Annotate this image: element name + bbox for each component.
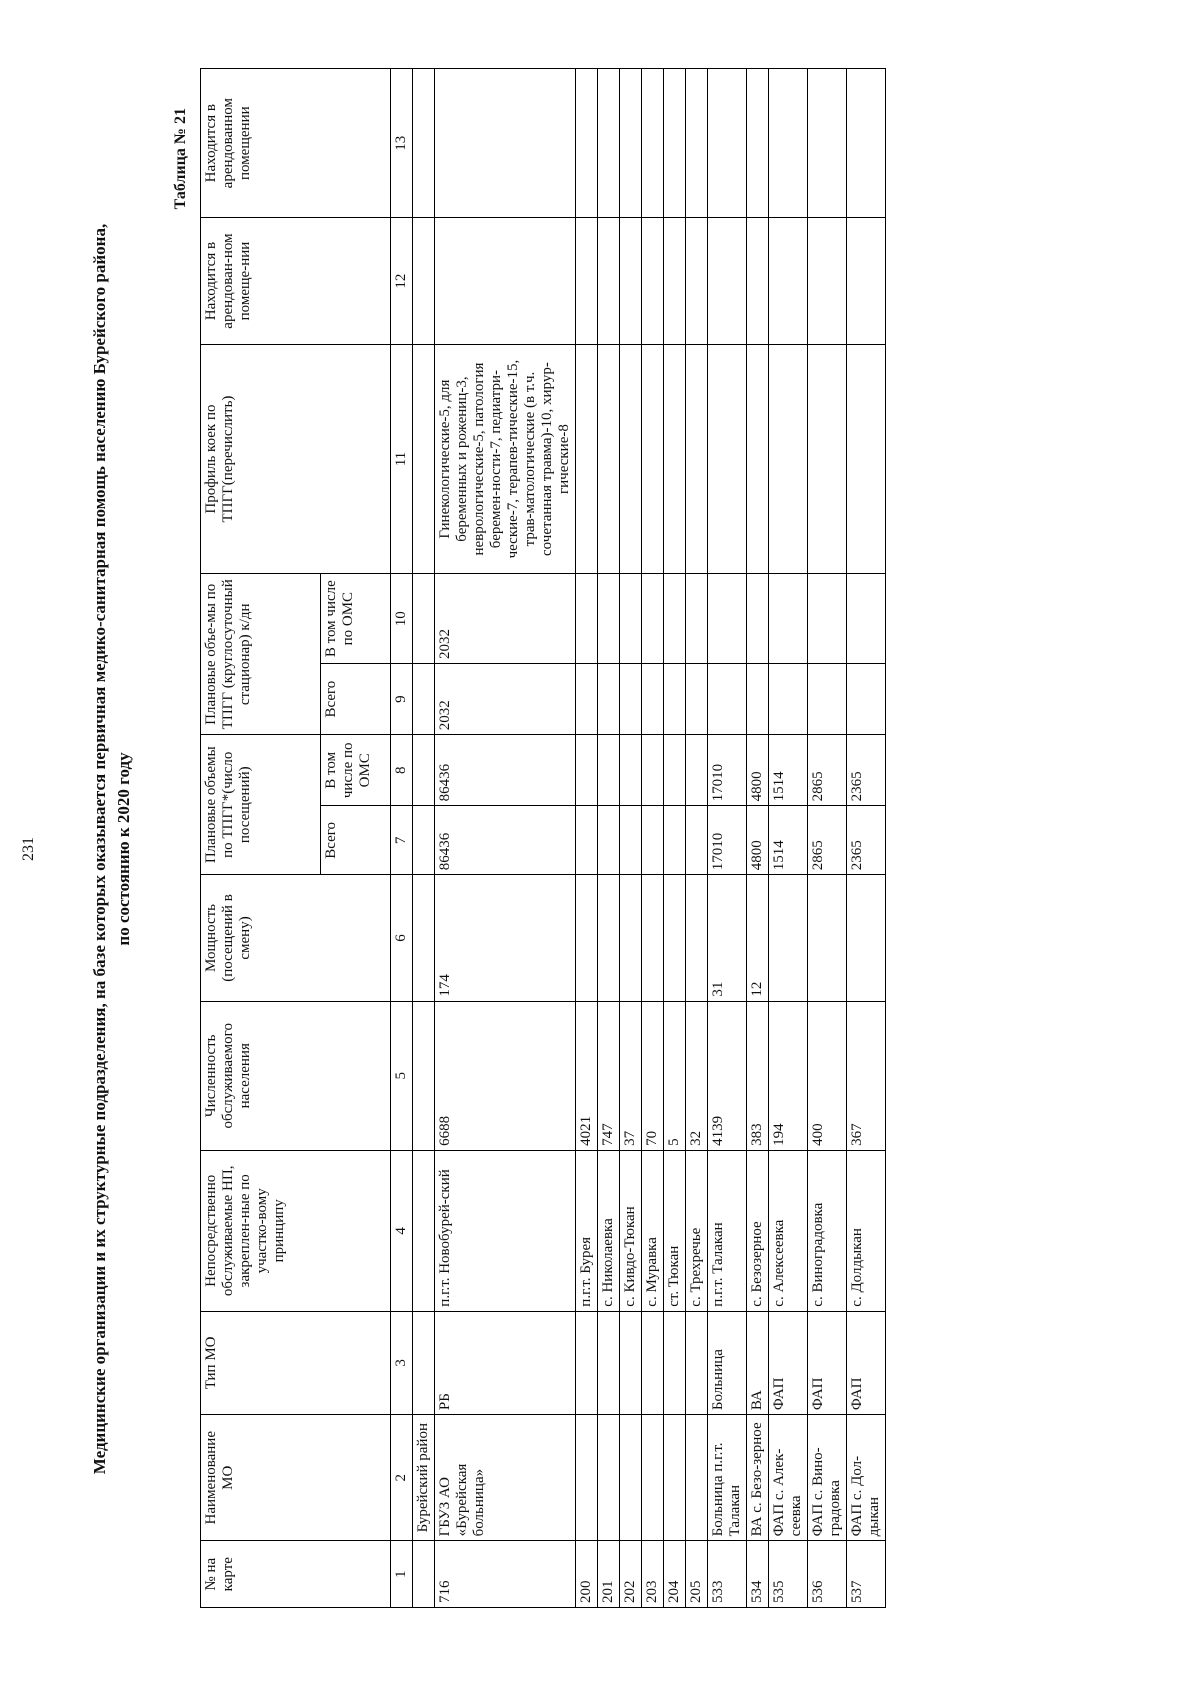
cell-v_all xyxy=(598,806,620,875)
header-cell: В том числе по ОМС xyxy=(321,735,391,806)
cell-rent1 xyxy=(620,218,642,344)
cell-pop: 747 xyxy=(598,1001,620,1150)
cell-rent2 xyxy=(686,69,708,218)
cell-s_all xyxy=(576,663,598,734)
cell-v_all xyxy=(576,806,598,875)
page-number: 231 xyxy=(20,837,37,861)
cell-rent1 xyxy=(769,218,808,344)
column-number-cell: 10 xyxy=(391,574,413,664)
cell-s_all xyxy=(598,663,620,734)
cell-rent1 xyxy=(598,218,620,344)
district-name: Бурейский район xyxy=(413,1415,435,1541)
header-cell: Численность обслуживаемого населения xyxy=(201,1001,391,1150)
cell-pop: 367 xyxy=(847,1001,886,1150)
cell-cap: 174 xyxy=(435,875,576,1001)
cell-profile xyxy=(598,344,620,574)
cell-name: ФАП с. Вино-градовка xyxy=(808,1415,847,1541)
cell-np: п.г.т. Новобурей-ский xyxy=(435,1150,576,1311)
cell-s_all xyxy=(686,663,708,734)
cell-np: с. Виноградовка xyxy=(808,1150,847,1311)
cell-s_all: 2032 xyxy=(435,663,576,734)
cell-v_all xyxy=(686,806,708,875)
cell-rent1 xyxy=(747,218,769,344)
header-cell: Плановые объемы по ТПГГ*(число посещений) xyxy=(201,735,321,875)
table-number: Таблица № 21 xyxy=(172,108,189,210)
cell-n: 536 xyxy=(808,1541,847,1608)
table-row xyxy=(642,69,664,1608)
cell-s_oms xyxy=(576,574,598,664)
header-cell: Находится в арендованном помещении xyxy=(201,69,391,218)
cell-np: с. Безозерное xyxy=(747,1150,769,1311)
table-row xyxy=(598,69,620,1608)
cell-s_oms xyxy=(620,574,642,664)
header-cell: Находится в арендован-ном помеще-нии xyxy=(201,218,391,344)
cell-profile xyxy=(847,344,886,574)
title-line-1: Медицинские организации и их структурные подразделения, на базе которых оказывается первичная медико-санитарная помощь населению Бурейского района, xyxy=(90,223,109,1475)
cell-name: Больница п.г.т. Талакан xyxy=(708,1415,747,1541)
cell-np: с. Алексеевка xyxy=(769,1150,808,1311)
header-cell: Всего xyxy=(321,806,391,875)
cell-v_oms: 1514 xyxy=(769,735,808,806)
cell-n: 533 xyxy=(708,1541,747,1608)
cell-s_oms xyxy=(598,574,620,664)
district-row xyxy=(413,69,435,1608)
table-row xyxy=(847,69,886,1608)
cell-name xyxy=(664,1415,686,1541)
cell-name: ФАП с. Алек-сеевка xyxy=(769,1415,808,1541)
cell-s_all xyxy=(808,663,847,734)
cell-cap xyxy=(598,875,620,1001)
cell-rent2 xyxy=(847,69,886,218)
table-row xyxy=(708,69,747,1608)
column-number-cell: 6 xyxy=(391,875,413,1001)
cell-profile xyxy=(642,344,664,574)
cell-s_oms xyxy=(808,574,847,664)
cell-rent2 xyxy=(769,69,808,218)
column-number-row xyxy=(391,69,413,1608)
cell-cap xyxy=(620,875,642,1001)
cell-n: 201 xyxy=(598,1541,620,1608)
cell-name: ВА с. Безо-зерное xyxy=(747,1415,769,1541)
cell-v_oms xyxy=(686,735,708,806)
column-number-cell: 13 xyxy=(391,69,413,218)
cell-type xyxy=(664,1311,686,1414)
table-row xyxy=(435,69,576,1608)
cell-rent2 xyxy=(598,69,620,218)
cell-v_all: 2365 xyxy=(847,806,886,875)
cell-rent1 xyxy=(435,218,576,344)
cell-s_all xyxy=(847,663,886,734)
cell-profile xyxy=(664,344,686,574)
column-number-cell: 3 xyxy=(391,1311,413,1414)
cell-v_all xyxy=(664,806,686,875)
cell-pop: 5 xyxy=(664,1001,686,1150)
cell-cap xyxy=(686,875,708,1001)
cell-profile xyxy=(620,344,642,574)
cell-type xyxy=(642,1311,664,1414)
cell-v_oms: 4800 xyxy=(747,735,769,806)
header-cell: № на карте xyxy=(201,1541,391,1608)
cell-s_oms xyxy=(686,574,708,664)
cell-rent2 xyxy=(642,69,664,218)
column-number-cell: 12 xyxy=(391,218,413,344)
cell-pop: 37 xyxy=(620,1001,642,1150)
cell-np: п.г.т. Талакан xyxy=(708,1150,747,1311)
cell-v_oms xyxy=(598,735,620,806)
cell-name xyxy=(620,1415,642,1541)
cell-v_oms xyxy=(576,735,598,806)
cell-v_all: 1514 xyxy=(769,806,808,875)
header-cell: Плановые объе-мы по ТПГГ (круглосуточный стационар) к/дн xyxy=(201,574,321,735)
cell-n: 716 xyxy=(435,1541,576,1608)
cell-v_oms xyxy=(620,735,642,806)
column-number-cell: 7 xyxy=(391,806,413,875)
cell-pop: 4139 xyxy=(708,1001,747,1150)
cell-type xyxy=(598,1311,620,1414)
cell-profile: Гинекологические-5, для беременных и рожениц-3, неврологические-5, патология беремен-ности-7, педиатри-ческие-7, терапев-тические-15, трав-матологические (в т.ч. сочетанная травма)-10, хирур-гические-8 xyxy=(435,344,576,574)
cell-cap: 12 xyxy=(747,875,769,1001)
cell-rent1 xyxy=(576,218,598,344)
cell-v_all: 4800 xyxy=(747,806,769,875)
table-row xyxy=(664,69,686,1608)
table-row xyxy=(769,69,808,1608)
cell-s_oms xyxy=(747,574,769,664)
cell-v_all: 86436 xyxy=(435,806,576,875)
cell-type: Больница xyxy=(708,1311,747,1414)
cell-s_all xyxy=(708,663,747,734)
cell-n: 204 xyxy=(664,1541,686,1608)
header-cell: Тип МО xyxy=(201,1311,391,1414)
cell-s_all xyxy=(620,663,642,734)
cell-n: 200 xyxy=(576,1541,598,1608)
cell-profile xyxy=(769,344,808,574)
cell-type: ФАП xyxy=(847,1311,886,1414)
cell-pop: 383 xyxy=(747,1001,769,1150)
cell-pop: 70 xyxy=(642,1001,664,1150)
cell-rent1 xyxy=(808,218,847,344)
cell-name: ГБУЗ АО «Бурейская больница» xyxy=(435,1415,576,1541)
cell-v_all: 17010 xyxy=(708,806,747,875)
cell-rent2 xyxy=(435,69,576,218)
cell-rent2 xyxy=(808,69,847,218)
cell-n: 203 xyxy=(642,1541,664,1608)
cell-rent1 xyxy=(686,218,708,344)
column-number-cell: 4 xyxy=(391,1150,413,1311)
header-cell: В том числе по ОМС xyxy=(321,574,391,664)
cell-type xyxy=(686,1311,708,1414)
cell-profile xyxy=(686,344,708,574)
cell-pop: 400 xyxy=(808,1001,847,1150)
cell-cap xyxy=(808,875,847,1001)
cell-rent1 xyxy=(847,218,886,344)
cell-pop: 6688 xyxy=(435,1001,576,1150)
cell-rent2 xyxy=(620,69,642,218)
cell-s_all xyxy=(664,663,686,734)
table-row xyxy=(620,69,642,1608)
cell-rent2 xyxy=(708,69,747,218)
cell-cap xyxy=(769,875,808,1001)
cell-n: 537 xyxy=(847,1541,886,1608)
cell-s_all xyxy=(747,663,769,734)
cell-s_oms xyxy=(664,574,686,664)
cell-cap xyxy=(642,875,664,1001)
cell-s_all xyxy=(642,663,664,734)
cell-name: ФАП с. Дол-дыкан xyxy=(847,1415,886,1541)
cell-name xyxy=(576,1415,598,1541)
table-row xyxy=(808,69,847,1608)
cell-v_all xyxy=(620,806,642,875)
cell-v_oms: 2365 xyxy=(847,735,886,806)
cell-s_oms: 2032 xyxy=(435,574,576,664)
cell-rent1 xyxy=(708,218,747,344)
cell-n: 534 xyxy=(747,1541,769,1608)
header-cell: Наименование МО xyxy=(201,1415,391,1541)
cell-profile xyxy=(576,344,598,574)
cell-v_oms xyxy=(642,735,664,806)
data-table xyxy=(200,68,886,1608)
cell-s_oms xyxy=(642,574,664,664)
cell-v_oms: 2865 xyxy=(808,735,847,806)
cell-type: ФАП xyxy=(769,1311,808,1414)
cell-type xyxy=(620,1311,642,1414)
cell-cap xyxy=(664,875,686,1001)
cell-n: 202 xyxy=(620,1541,642,1608)
header-cell: Мощность (посещений в смену) xyxy=(201,875,391,1001)
cell-pop: 32 xyxy=(686,1001,708,1150)
table-row xyxy=(686,69,708,1608)
cell-rent2 xyxy=(664,69,686,218)
cell-v_oms: 17010 xyxy=(708,735,747,806)
cell-profile xyxy=(747,344,769,574)
cell-np: с. Трехречье xyxy=(686,1150,708,1311)
document-title xyxy=(88,0,136,1698)
header-cell: Всего xyxy=(321,663,391,734)
cell-type: РБ xyxy=(435,1311,576,1414)
cell-v_all xyxy=(642,806,664,875)
cell-cap xyxy=(847,875,886,1001)
cell-v_oms xyxy=(664,735,686,806)
cell-np: с. Долдыкан xyxy=(847,1150,886,1311)
cell-n: 535 xyxy=(769,1541,808,1608)
cell-name xyxy=(686,1415,708,1541)
cell-s_all xyxy=(769,663,808,734)
column-number-cell: 5 xyxy=(391,1001,413,1150)
cell-s_oms xyxy=(769,574,808,664)
column-number-cell: 2 xyxy=(391,1415,413,1541)
column-number-cell: 11 xyxy=(391,344,413,574)
cell-type: ФАП xyxy=(808,1311,847,1414)
column-number-cell: 9 xyxy=(391,663,413,734)
cell-pop: 194 xyxy=(769,1001,808,1150)
cell-rent2 xyxy=(747,69,769,218)
cell-np: с. Кивдо-Тюкан xyxy=(620,1150,642,1311)
cell-cap xyxy=(576,875,598,1001)
table-row xyxy=(576,69,598,1608)
column-number-cell: 1 xyxy=(391,1541,413,1608)
cell-rent2 xyxy=(576,69,598,218)
cell-name xyxy=(598,1415,620,1541)
cell-s_oms xyxy=(708,574,747,664)
cell-np: п.г.т. Бурея xyxy=(576,1150,598,1311)
cell-np: с. Николаевка xyxy=(598,1150,620,1311)
cell-rent1 xyxy=(664,218,686,344)
cell-name xyxy=(642,1415,664,1541)
cell-profile xyxy=(708,344,747,574)
cell-rent1 xyxy=(642,218,664,344)
cell-pop: 4021 xyxy=(576,1001,598,1150)
table-row xyxy=(747,69,769,1608)
header-cell: Непосредственно обслуживаемые НП, закреплен-ные по участко-вому принципу xyxy=(201,1150,391,1311)
title-line-2: по состоянию к 2020 году xyxy=(114,752,133,946)
cell-cap: 31 xyxy=(708,875,747,1001)
cell-s_oms xyxy=(847,574,886,664)
cell-np: с. Муравка xyxy=(642,1150,664,1311)
header-cell: Профиль коек по ТПГГ(перечислить) xyxy=(201,344,391,574)
cell-n: 205 xyxy=(686,1541,708,1608)
cell-type: ВА xyxy=(747,1311,769,1414)
cell-v_oms: 86436 xyxy=(435,735,576,806)
cell-np: ст. Тюкан xyxy=(664,1150,686,1311)
cell-profile xyxy=(808,344,847,574)
cell-type xyxy=(576,1311,598,1414)
cell-v_all: 2865 xyxy=(808,806,847,875)
column-number-cell: 8 xyxy=(391,735,413,806)
